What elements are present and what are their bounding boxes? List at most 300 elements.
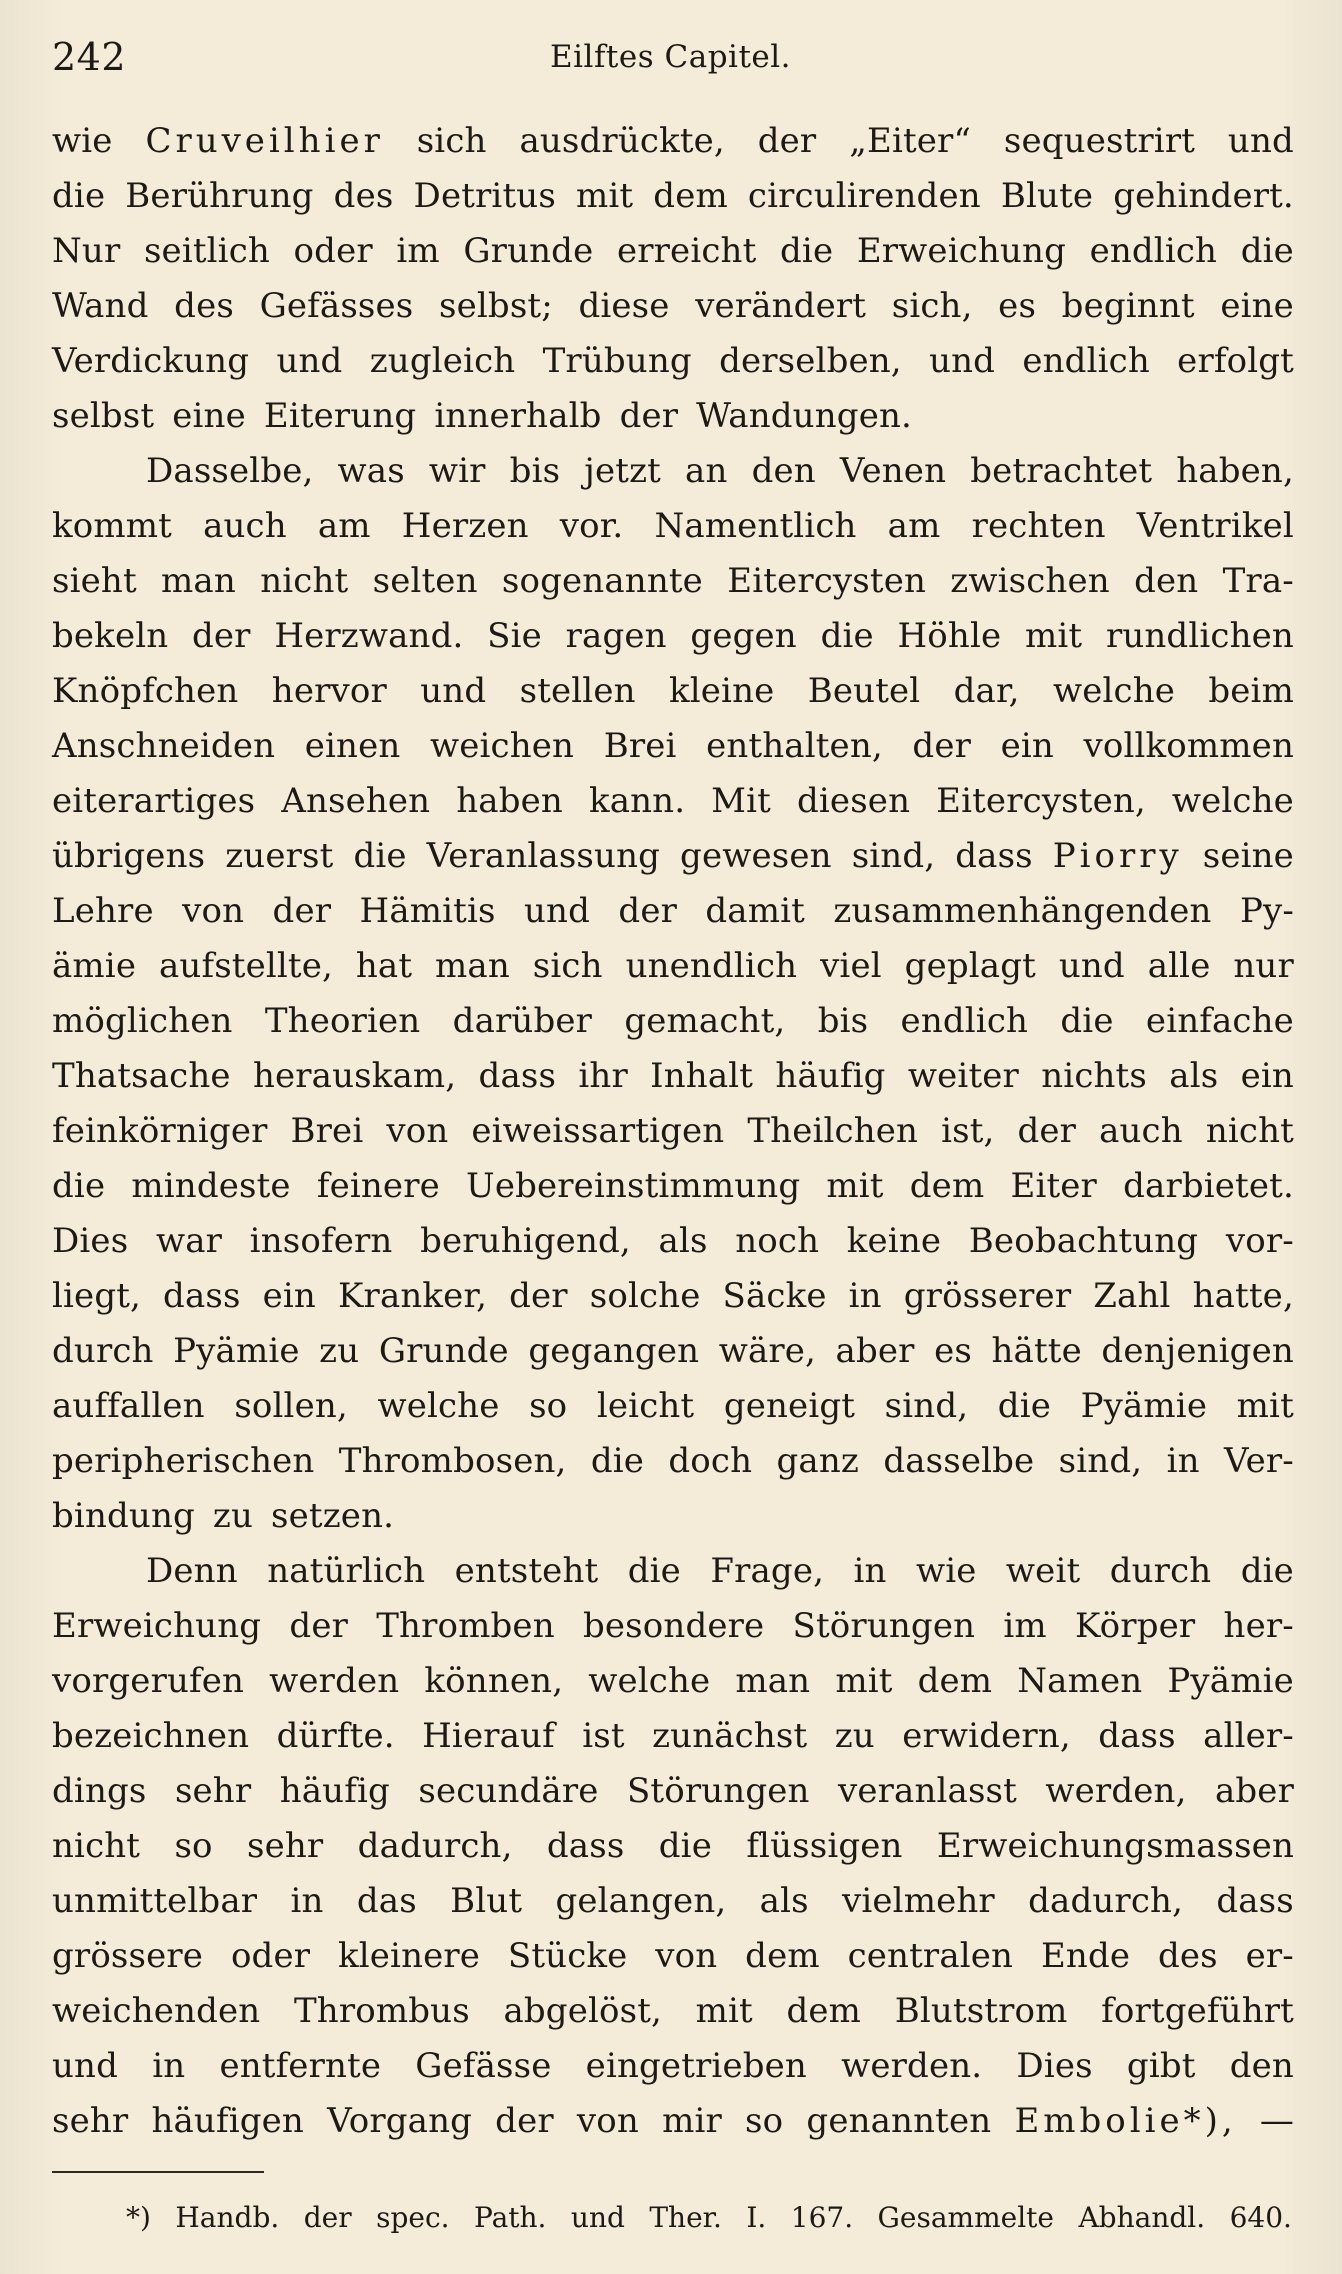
word: kleinere [338, 1936, 481, 1976]
word: gelangen, [555, 1881, 727, 1921]
word: hatte, [1192, 1276, 1294, 1316]
word: man [735, 1661, 811, 1701]
word: und [524, 891, 591, 931]
word: und [276, 341, 343, 381]
word: übrigens [52, 836, 206, 876]
word: und [52, 2046, 119, 2086]
page-header [52, 34, 1292, 84]
text-line [52, 1269, 1294, 1324]
word: Namentlich [654, 506, 857, 546]
word: mit [1024, 616, 1083, 656]
footnote-rule [52, 2171, 264, 2173]
word: Dies [1016, 2046, 1093, 2086]
word: eingetrieben [585, 2046, 807, 2086]
word: nicht [260, 561, 349, 601]
word: es [934, 1331, 972, 1371]
word: Brei [603, 726, 677, 766]
word: in [152, 2046, 186, 2086]
word: die [658, 1826, 712, 1866]
word: haben [456, 781, 563, 821]
word: gewesen [680, 836, 832, 876]
word: erwidern, [902, 1716, 1071, 1756]
word: enthalten, [706, 726, 883, 766]
word: zu [319, 1331, 360, 1371]
word: alle [1147, 946, 1211, 986]
word: Anschneiden [52, 726, 276, 766]
word: Ende [1040, 1936, 1131, 1976]
word: als [1169, 1056, 1219, 1096]
word: so [174, 1826, 213, 1866]
word: durch [52, 1331, 154, 1371]
word: selten [372, 561, 478, 601]
word: beim [1208, 671, 1294, 711]
word: sogenannte [501, 561, 703, 601]
word: Cruveilhier [145, 121, 384, 161]
page-number: 242 [52, 35, 127, 79]
word: grösserer [903, 1276, 1072, 1316]
word: Wandungen. [696, 396, 912, 436]
text-line [52, 169, 1294, 224]
word: ein [1000, 726, 1054, 766]
word: in [1166, 1441, 1200, 1481]
text-line [52, 2094, 1294, 2149]
word: dem [786, 1991, 862, 2031]
word: gehindert. [1113, 176, 1294, 216]
word: Berührung [125, 176, 314, 216]
word: der [495, 2101, 554, 2141]
word: der [618, 891, 677, 931]
word: am [887, 506, 941, 546]
word: der [1017, 1111, 1077, 1151]
word: sequestrirt [1003, 121, 1196, 161]
footnote [126, 2196, 1292, 2240]
word: natürlich [267, 1551, 426, 1591]
footnote-word: Ther. [649, 2201, 722, 2234]
word: man [161, 561, 236, 601]
word: Hämitis [359, 891, 496, 931]
word: die [1240, 231, 1294, 271]
word: und [1227, 121, 1294, 161]
word: sich, [891, 286, 973, 326]
word: Thromben [376, 1606, 555, 1646]
footnote-word: *) [126, 2201, 151, 2234]
text-line [52, 1214, 1294, 1269]
word: welche [588, 1661, 711, 1701]
word: selbst [52, 396, 155, 436]
word: bis [817, 1001, 869, 1041]
word: nicht [52, 1826, 141, 1866]
word: dadurch, [1028, 1881, 1184, 1921]
text-line [52, 1489, 1294, 1544]
word: Gefässes [259, 286, 414, 326]
word: einfache [1145, 1001, 1294, 1041]
word: die [52, 176, 106, 216]
word: Lehre [52, 891, 154, 931]
word: können, [424, 1661, 564, 1701]
word: Verdickung [52, 341, 250, 381]
word: der [289, 1606, 348, 1646]
word: ämie [52, 946, 137, 986]
word: Säcke [722, 1276, 827, 1316]
word: eiterartiges [52, 781, 256, 821]
word: Erweichung [52, 1606, 262, 1646]
word: derselben, [719, 341, 902, 381]
word: Hierauf [422, 1716, 555, 1756]
word: — [1259, 2101, 1294, 2141]
text-line [52, 1599, 1294, 1654]
word: Störungen [626, 1771, 810, 1811]
word: zwischen [950, 561, 1110, 601]
word: als [658, 1221, 708, 1261]
word: welche [1052, 671, 1176, 711]
word: Sie [487, 616, 542, 656]
word: wie [915, 1551, 977, 1591]
word: veranlasst [838, 1771, 1017, 1811]
text-line [52, 2039, 1294, 2094]
word: genannten [806, 2101, 992, 2141]
word: zu [834, 1716, 875, 1756]
word: aber [835, 1331, 915, 1371]
word: weichen [430, 726, 575, 766]
word: endlich [1089, 231, 1218, 271]
footnote-word: 640. [1229, 2201, 1292, 2234]
word: einen [304, 726, 401, 766]
word: die [590, 1441, 645, 1481]
text-line [52, 1049, 1294, 1104]
word: gegangen [528, 1331, 700, 1371]
word: werden [269, 1661, 400, 1701]
word: sieht [52, 561, 137, 601]
word: secundäre [418, 1771, 599, 1811]
word: werden, [1045, 1771, 1187, 1811]
footnote-word: spec. [376, 2201, 450, 2234]
running-head: Eilftes Capitel. [550, 39, 792, 75]
word: vollkommen [1083, 726, 1294, 766]
word: Theorien [264, 1001, 421, 1041]
text-line [52, 1544, 1294, 1599]
word: so [745, 2101, 784, 2141]
word: unendlich [625, 946, 798, 986]
word: zunächst [652, 1716, 808, 1756]
word: Brei [290, 1111, 364, 1151]
word: zu [212, 1496, 254, 1536]
word: sehr [247, 1826, 324, 1866]
text-line [52, 1764, 1294, 1819]
word: die [353, 836, 407, 876]
text-line [52, 499, 1294, 554]
word: dass [163, 1276, 241, 1316]
word: Tra- [1222, 561, 1294, 601]
word: hätte [991, 1331, 1082, 1371]
word: Ver- [1223, 1441, 1294, 1481]
word: die [997, 1386, 1052, 1426]
word: war [155, 1221, 223, 1261]
text-line [52, 114, 1294, 169]
word: sehr [174, 1771, 252, 1811]
word: erfolgt [1177, 341, 1294, 381]
word: geneigt [723, 1386, 856, 1426]
text-line [52, 554, 1294, 609]
word: rechten [971, 506, 1106, 546]
word: Beutel [807, 671, 921, 711]
word: selbst; [439, 286, 553, 326]
word: von [576, 2101, 639, 2141]
word: auch [1099, 1111, 1183, 1151]
word: in [290, 1881, 324, 1921]
word: Theilchen [747, 1111, 919, 1151]
word: „Eiter“ [849, 121, 971, 161]
text-line [52, 719, 1294, 774]
word: Herzwand. [274, 616, 464, 656]
word: diesen [796, 781, 911, 821]
word: dar, [953, 671, 1020, 711]
word: des [333, 176, 394, 216]
word: insofern [249, 1221, 393, 1261]
word: häufig [775, 1056, 886, 1096]
word: Dies [52, 1221, 129, 1261]
text-line [52, 664, 1294, 719]
footnote-word: 167. [790, 2201, 854, 2234]
word: am [317, 506, 371, 546]
word: vielmehr [842, 1881, 995, 1921]
word: den [1229, 2046, 1294, 2086]
word: innerhalb [434, 396, 602, 436]
word: aber [1214, 1771, 1294, 1811]
word: der [192, 616, 251, 656]
text-line [52, 1874, 1294, 1929]
word: herauskam, [252, 1056, 457, 1096]
word: bindung [52, 1496, 195, 1536]
word: keine [846, 1221, 942, 1261]
footnote-word: Path. [474, 2201, 547, 2234]
word: Inhalt [650, 1056, 754, 1096]
word: wäre, [718, 1331, 817, 1371]
word: welche [377, 1386, 500, 1426]
word: Venen [839, 451, 947, 491]
word: her- [1223, 1606, 1294, 1646]
word: weit [1005, 1551, 1081, 1591]
word: beginnt [1061, 286, 1195, 326]
word: eiweissartigen [471, 1111, 725, 1151]
word: vorgerufen [52, 1661, 245, 1701]
word: von [182, 891, 245, 931]
word: im [396, 231, 440, 271]
word: dem [745, 1936, 820, 1976]
word: Trübung [542, 341, 692, 381]
footnote-word: und [570, 2201, 625, 2234]
word: beruhigend, [420, 1221, 631, 1261]
word: sich [532, 946, 603, 986]
word: endlich [1022, 341, 1150, 381]
word: sich [416, 121, 487, 161]
word: darüber [452, 1001, 593, 1041]
word: aller- [1203, 1716, 1294, 1756]
word: Piorry [1052, 836, 1183, 876]
word: sehr [52, 2101, 129, 2141]
footnote-word: I. [746, 2201, 767, 2234]
word: zugleich [369, 341, 516, 381]
word: Beobachtung [968, 1221, 1199, 1261]
text-line [52, 224, 1294, 279]
text-line [52, 389, 1294, 444]
word: dadurch, [357, 1826, 513, 1866]
word: ist, [941, 1111, 995, 1151]
word: feinere [316, 1166, 440, 1206]
word: gibt [1126, 2046, 1196, 2086]
word: Blutstrom [894, 1991, 1068, 2031]
word: hervor [271, 671, 387, 711]
word: Eitercysten, [936, 781, 1146, 821]
text-line [52, 1709, 1294, 1764]
word: setzen. [271, 1496, 395, 1536]
word: dem [909, 1166, 985, 1206]
word: gemacht, [624, 1001, 786, 1041]
word: hat [355, 946, 413, 986]
word: ein [262, 1276, 316, 1316]
word: sollen, [234, 1386, 348, 1426]
word: ihr [578, 1056, 628, 1096]
word: darbietet. [1123, 1166, 1294, 1206]
word: Thrombosen, [338, 1441, 567, 1481]
word: die [1060, 1001, 1114, 1041]
footnote-word: der [303, 2201, 352, 2234]
word: Erweichung [856, 231, 1066, 271]
word: werden. [841, 2046, 983, 2086]
word: Störungen [792, 1606, 976, 1646]
word: Körper [1075, 1606, 1196, 1646]
word: seine [1202, 836, 1294, 876]
word: feinkörniger [52, 1111, 268, 1151]
word: sind, [1058, 1441, 1143, 1481]
word: von [386, 1111, 449, 1151]
word: der [912, 726, 971, 766]
text-line [52, 1434, 1294, 1489]
word: mit [695, 1991, 753, 2031]
word: Pyämie [1167, 1661, 1294, 1701]
word: mit [575, 176, 634, 216]
word: die [820, 616, 874, 656]
word: betrachtet [970, 451, 1153, 491]
word: bekeln [52, 616, 169, 656]
word: vor- [1225, 1221, 1294, 1261]
word: ist [582, 1716, 625, 1756]
word: viel [820, 946, 882, 986]
word: und [1058, 946, 1125, 986]
word: bis [509, 451, 561, 491]
footnote-word: Handb. [175, 2201, 280, 2234]
word: weichenden [52, 1991, 261, 2031]
text-line [52, 829, 1294, 884]
text-line [52, 334, 1294, 389]
word: im [1003, 1606, 1047, 1646]
word: Denn [146, 1551, 238, 1591]
word: auch [203, 506, 287, 546]
footnote-word: Gesammelte [877, 2201, 1054, 2234]
text-line [52, 1104, 1294, 1159]
word: Pyämie [173, 1331, 300, 1371]
word: weiter [907, 1056, 1019, 1096]
word: unmittelbar [52, 1881, 258, 1921]
word: nichts [1041, 1056, 1147, 1096]
word: in [853, 1551, 887, 1591]
text-line [52, 1929, 1294, 1984]
word: verändert [695, 286, 867, 326]
word: der [619, 396, 679, 436]
word: doch [668, 1441, 753, 1481]
word: gegen [690, 616, 797, 656]
word: Veranlassung [426, 836, 661, 876]
word: Zahl [1093, 1276, 1171, 1316]
word: bezeichnen [52, 1716, 250, 1756]
word: Ventrikel [1136, 506, 1294, 546]
word: Wand [52, 286, 149, 326]
word: in [848, 1276, 882, 1316]
word: dürfte. [276, 1716, 395, 1756]
word: grössere [52, 1936, 204, 1976]
text-line [52, 774, 1294, 829]
word: Thrombus [293, 1991, 470, 2031]
word: Namen [1017, 1661, 1143, 1701]
word: kann. [588, 781, 686, 821]
word: dasselbe [883, 1441, 1035, 1481]
word: welche [1171, 781, 1294, 821]
word: entfernte [219, 2046, 382, 2086]
word: möglichen [52, 1001, 233, 1041]
text-line [52, 1819, 1294, 1874]
word: besondere [583, 1606, 765, 1646]
word: Blut [450, 1881, 523, 1921]
word: Pyämie [1080, 1386, 1208, 1426]
word: mindeste [131, 1166, 291, 1206]
word: Mit [711, 781, 771, 821]
word: dass [1098, 1716, 1176, 1756]
word: durch [1109, 1551, 1212, 1591]
word: Nur [52, 231, 121, 271]
text-line [52, 1159, 1294, 1214]
word: Thatsache [52, 1056, 231, 1096]
word: nicht [1205, 1111, 1294, 1151]
word: sind, [851, 836, 936, 876]
word: Dasselbe, [146, 451, 314, 491]
word: Grunde [378, 1331, 509, 1371]
word: aufstellte, [159, 946, 333, 986]
word: ein [1240, 1056, 1294, 1096]
word: circulirenden [747, 176, 981, 216]
word: den [751, 451, 816, 491]
word: Frage, [710, 1551, 825, 1591]
text-line [52, 609, 1294, 664]
word: nur [1233, 946, 1294, 986]
text-line [52, 1654, 1294, 1709]
word: die [1240, 1551, 1294, 1591]
word: dings [52, 1771, 147, 1811]
word: ganz [776, 1441, 859, 1481]
word: die [780, 231, 834, 271]
word: eine [172, 396, 246, 436]
word: Ansehen [281, 781, 431, 821]
word: diese [578, 286, 670, 326]
word: der [272, 891, 332, 931]
word: entsteht [454, 1551, 599, 1591]
word: haben, [1176, 451, 1294, 491]
word: mit [826, 1166, 884, 1206]
word: Gefässe [415, 2046, 552, 2086]
word: oder [230, 1936, 311, 1976]
word: centralen [847, 1936, 1014, 1976]
word: die [52, 1166, 106, 1206]
word: an [685, 451, 728, 491]
word: der [509, 1276, 568, 1316]
